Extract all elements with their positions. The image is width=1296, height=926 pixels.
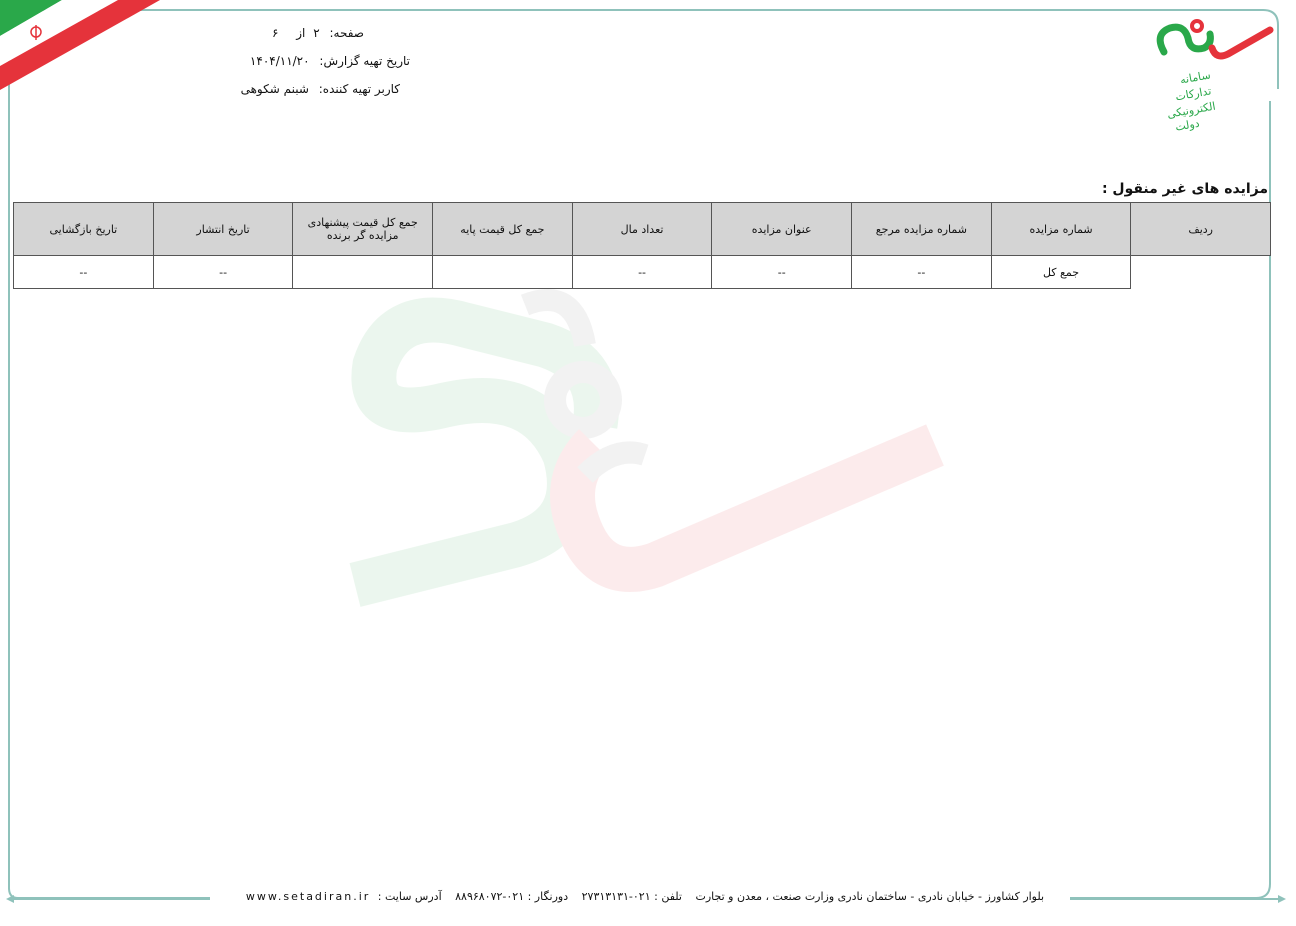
table-cell: -- [712, 256, 852, 289]
page-number [240, 26, 364, 40]
page-of: از [296, 26, 306, 40]
table-cell [433, 256, 573, 289]
col-header-publish-date: تاریخ انتشار [153, 203, 293, 256]
col-header-opening-date: تاریخ بازگشایی [14, 203, 154, 256]
table-cell [1131, 256, 1271, 289]
footer-site-label: آدرس سایت : [377, 890, 442, 903]
footer-contact [210, 890, 1070, 903]
table-header-row [14, 203, 1271, 256]
col-header-auction-title: عنوان مزایده [712, 203, 852, 256]
setad-watermark [345, 285, 945, 625]
col-header-row-number: ردیف [1131, 203, 1271, 256]
footer-site-link[interactable]: www.setadiran.ir [245, 890, 371, 903]
footer-phone: تلفن : ۰۲۱-۲۷۳۱۳۱۳۱ [581, 890, 682, 903]
iran-flag-ribbon [0, 0, 170, 100]
table-cell [293, 256, 433, 289]
total-label-cell: جمع کل [991, 256, 1131, 289]
report-user-value: شبنم شکوهی [240, 82, 309, 96]
page-number-label: صفحه: [329, 26, 364, 40]
logo-line-4: دولت [1174, 116, 1201, 134]
col-header-auction-number: شماره مزایده [991, 203, 1131, 256]
report-date-label: تاریخ تهیه گزارش: [319, 54, 410, 68]
report-user [200, 82, 400, 96]
footer-fax: دورنگار : ۰۲۱-۸۸۹۶۸۰۷۲ [455, 890, 569, 903]
table-cell: -- [153, 256, 293, 289]
table-cell: -- [852, 256, 992, 289]
footer-address: بلوار کشاورز - خیابان نادری - ساختمان نادری وزارت صنعت ، معدن و تجارت [695, 890, 1045, 903]
table-total-row [14, 256, 1271, 289]
page-total: ۶ [271, 26, 279, 40]
table-cell: -- [572, 256, 712, 289]
report-date [200, 54, 410, 68]
table-cell: -- [14, 256, 154, 289]
auction-table [13, 202, 1271, 289]
col-header-base-price-total: جمع کل قیمت پایه [433, 203, 573, 256]
col-header-asset-count: تعداد مال [572, 203, 712, 256]
report-date-value: ۱۴۰۴/۱۱/۲۰ [249, 54, 310, 68]
report-user-label: کاربر تهیه کننده: [318, 82, 400, 96]
col-header-winning-bid-total: جمع کل قیمت پیشنهادی مزایده گر برنده [293, 203, 433, 256]
logo-line-2: تدارکات [1174, 84, 1213, 104]
col-header-reference-number: شماره مزایده مرجع [852, 203, 992, 256]
setad-logo [1150, 14, 1275, 134]
logo-line-1: سامانه [1179, 68, 1212, 87]
page-current: ۲ [313, 26, 320, 40]
logo-line-3: الکترونیکی [1166, 99, 1217, 121]
section-title: مزایده های غیر منقول : [1101, 181, 1268, 197]
